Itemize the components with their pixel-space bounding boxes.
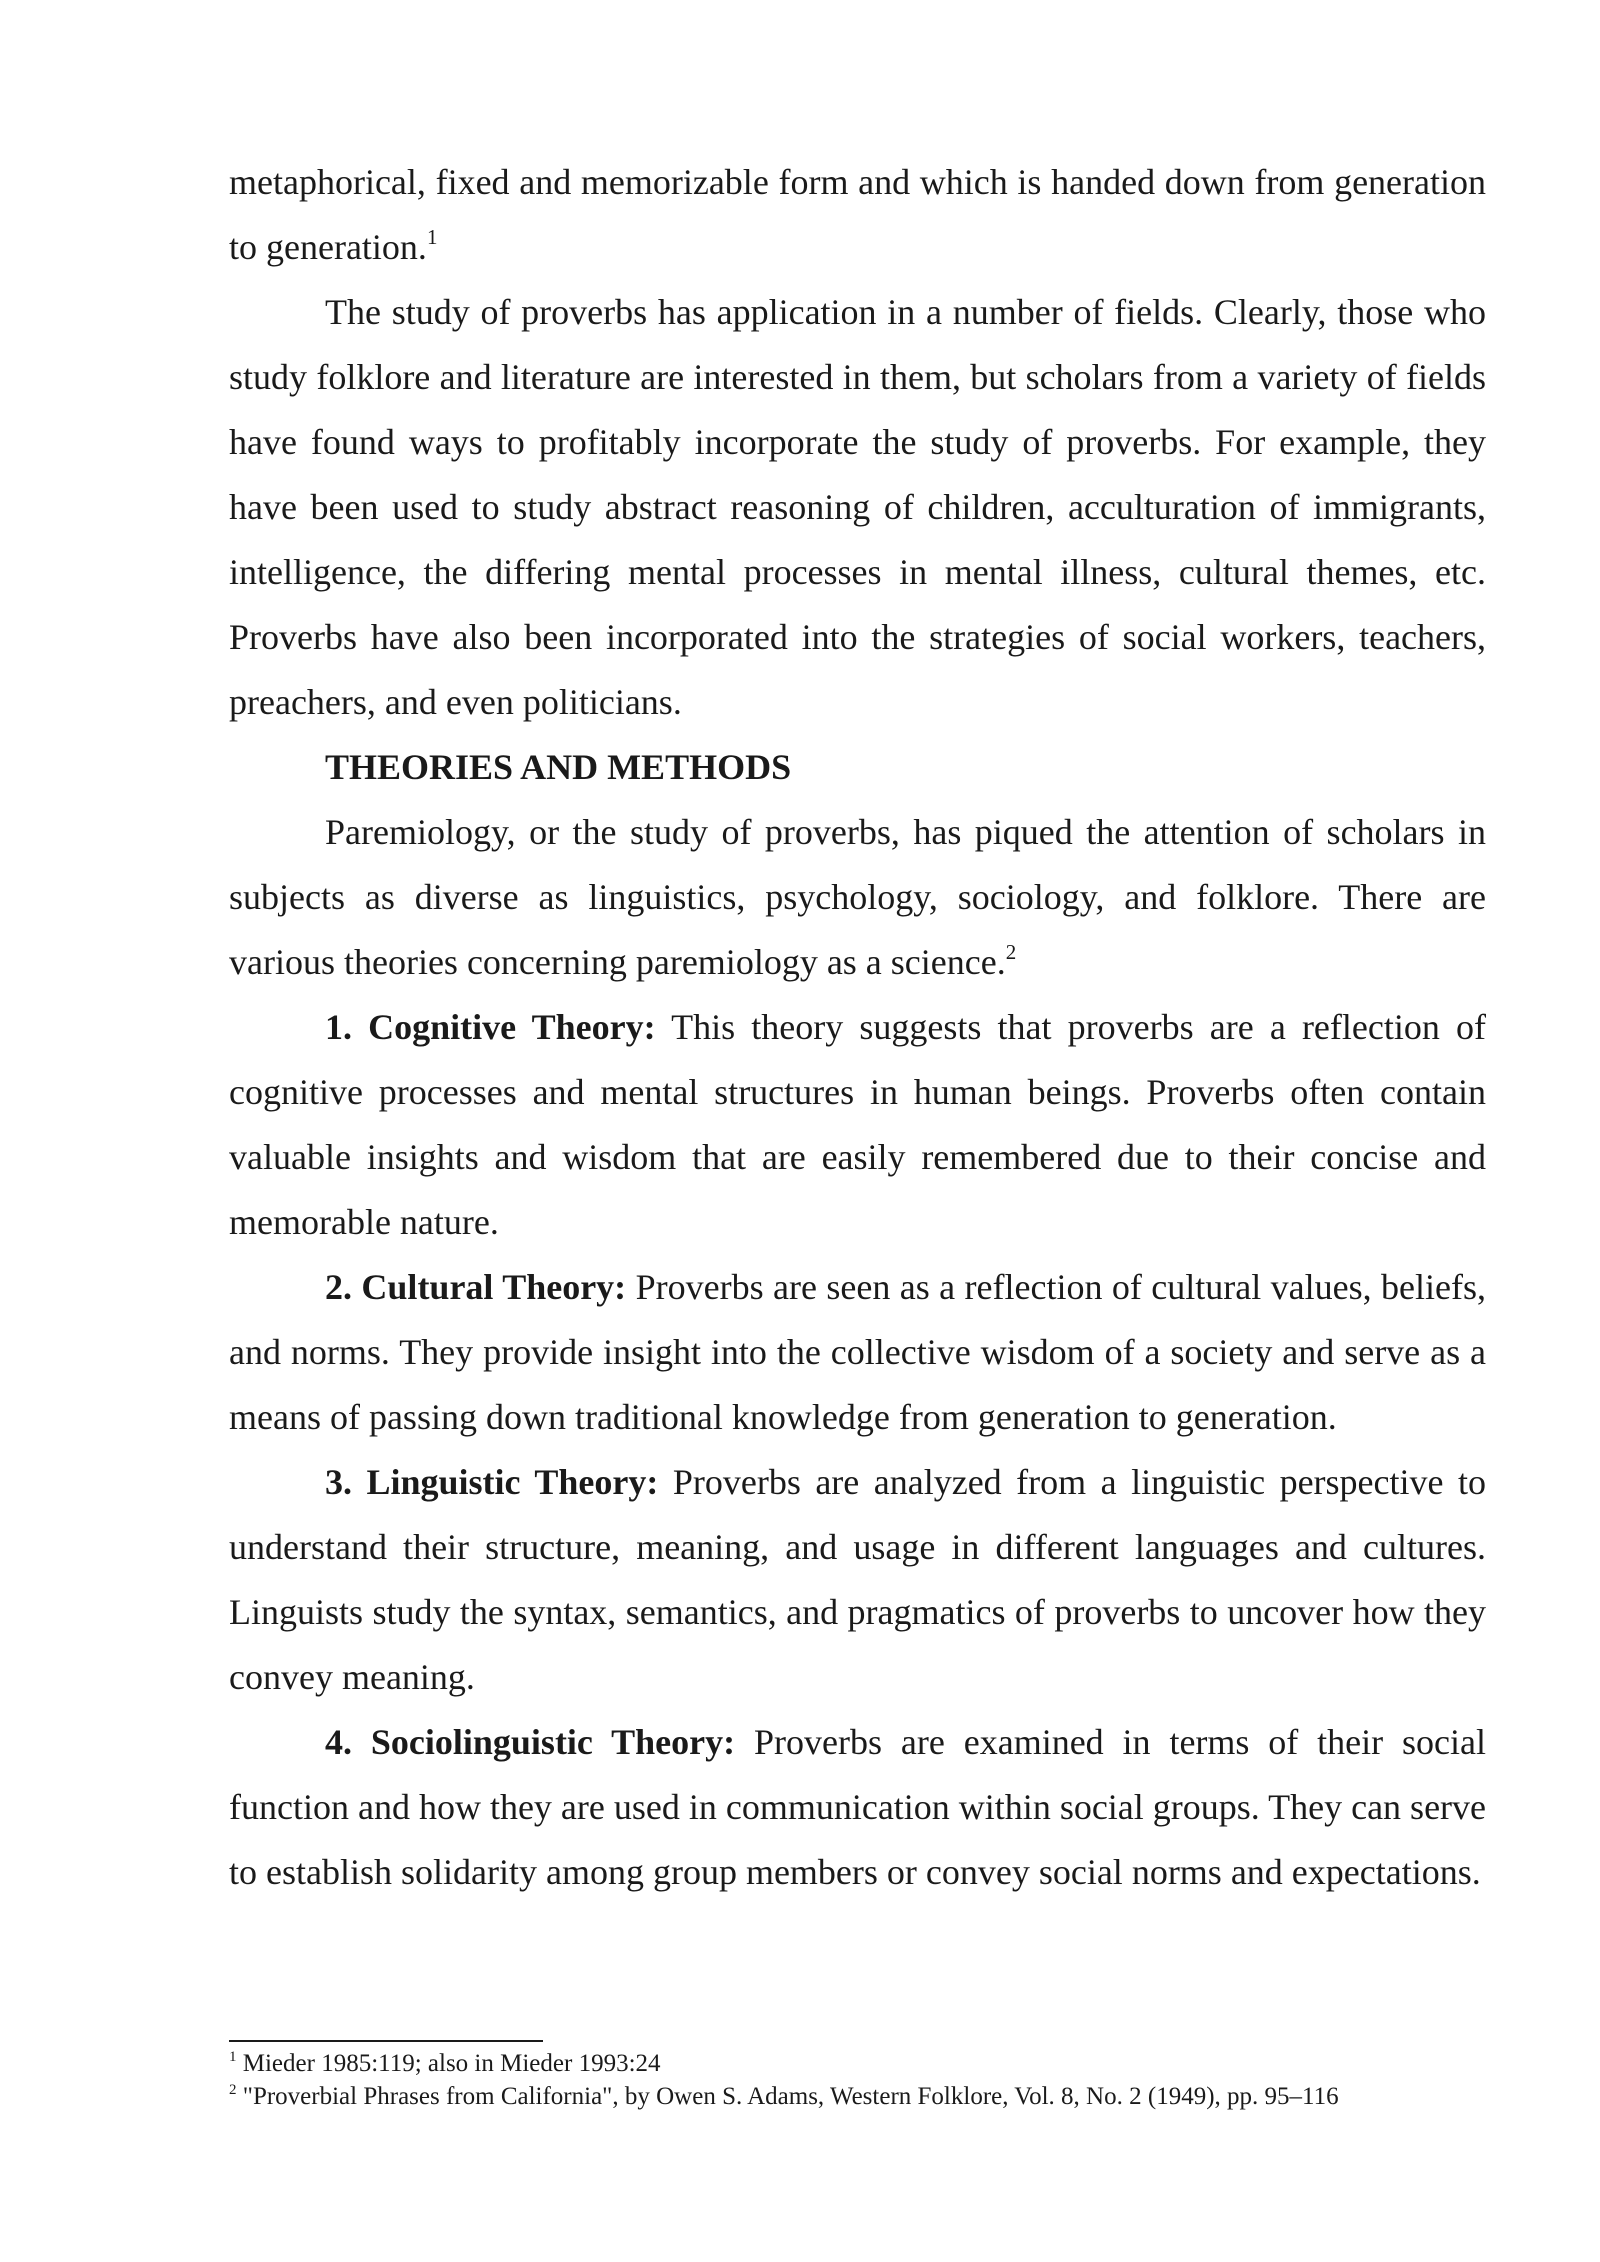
footnote-text: Mieder 1985:119; also in Mieder 1993:24: [242, 2050, 661, 2077]
theory-cognitive: [229, 995, 1486, 1255]
paragraph-paremiology: [229, 800, 1486, 995]
footnote-divider: [229, 2040, 543, 2042]
footnotes: [229, 2047, 1529, 2113]
theory-term: 4. Sociolinguistic Theory:: [325, 1722, 736, 1762]
theory-text: This theory suggests that proverbs are a reflection of cognitive processes and mental structures in human beings. Proverbs often contain valuable insights and wisdom that are easily remembered due to their concise and memorable nature.: [229, 1007, 1486, 1242]
theory-sociolinguistic: [229, 1710, 1486, 1905]
footnote-mark: 1: [229, 2048, 237, 2065]
theory-text: Proverbs are examined in terms of their social function and how they are used in communication within social groups. They can serve to establish solidarity among group members or convey social norms and expectations.: [229, 1722, 1487, 1892]
theory-term: 1. Cognitive Theory:: [325, 1007, 656, 1047]
paragraph-applications: [229, 280, 1486, 735]
theory-term: 2. Cultural Theory:: [325, 1267, 627, 1307]
theory-linguistic: [229, 1450, 1486, 1710]
paragraph-continuation: [229, 150, 1486, 280]
footnote-ref-1[interactable]: 1: [426, 225, 438, 249]
theory-cultural: [229, 1255, 1486, 1450]
footnote-ref-2[interactable]: 2: [1005, 940, 1017, 964]
paragraph-text: Paremiology, or the study of proverbs, has piqued the attention of scholars in subjects as diverse as linguistics, psychology, sociology, and folklore. There are various theories concerning paremiology as a science.: [229, 812, 1486, 982]
theory-text: Proverbs are seen as a reflection of cultural values, beliefs, and norms. They provide insight into the collective wisdom of a society and serve as a means of passing down traditional knowledge from generation to generation.: [229, 1267, 1487, 1437]
document-body: [229, 150, 1486, 1905]
section-heading: THEORIES AND METHODS: [325, 747, 792, 787]
paragraph-text: The study of proverbs has application in a number of fields. Clearly, those who study folklore and literature are interested in them, but scholars from a variety of fields have found ways to profitably incorporate the study of proverbs. For example, they have been used to study abstract reasoning of children, acculturation of immigrants, intelligence, the differing mental processes in mental illness, cultural themes, etc. Proverbs have also been incorporated into the strategies of social workers, teachers, preachers, and even politicians.: [229, 292, 1486, 722]
theory-text: Proverbs are analyzed from a linguistic perspective to understand their structure, meaning, and usage in different languages and cultures. Linguists study the syntax, semantics, and pragmatics of proverbs to uncover how they convey meaning.: [229, 1462, 1486, 1697]
theory-term: 3. Linguistic Theory:: [325, 1462, 659, 1502]
footnote-1: [229, 2047, 1529, 2080]
footnote-mark: 2: [229, 2081, 237, 2098]
footnote-text: "Proverbial Phrases from California", by Owen S. Adams, Western Folklore, Vol. 8, No. 2 (1949), pp. 95–116: [242, 2083, 1339, 2110]
footnote-2: [229, 2080, 1529, 2113]
paragraph-text: metaphorical, fixed and memorizable form and which is handed down from generation to generation.: [229, 162, 1486, 267]
